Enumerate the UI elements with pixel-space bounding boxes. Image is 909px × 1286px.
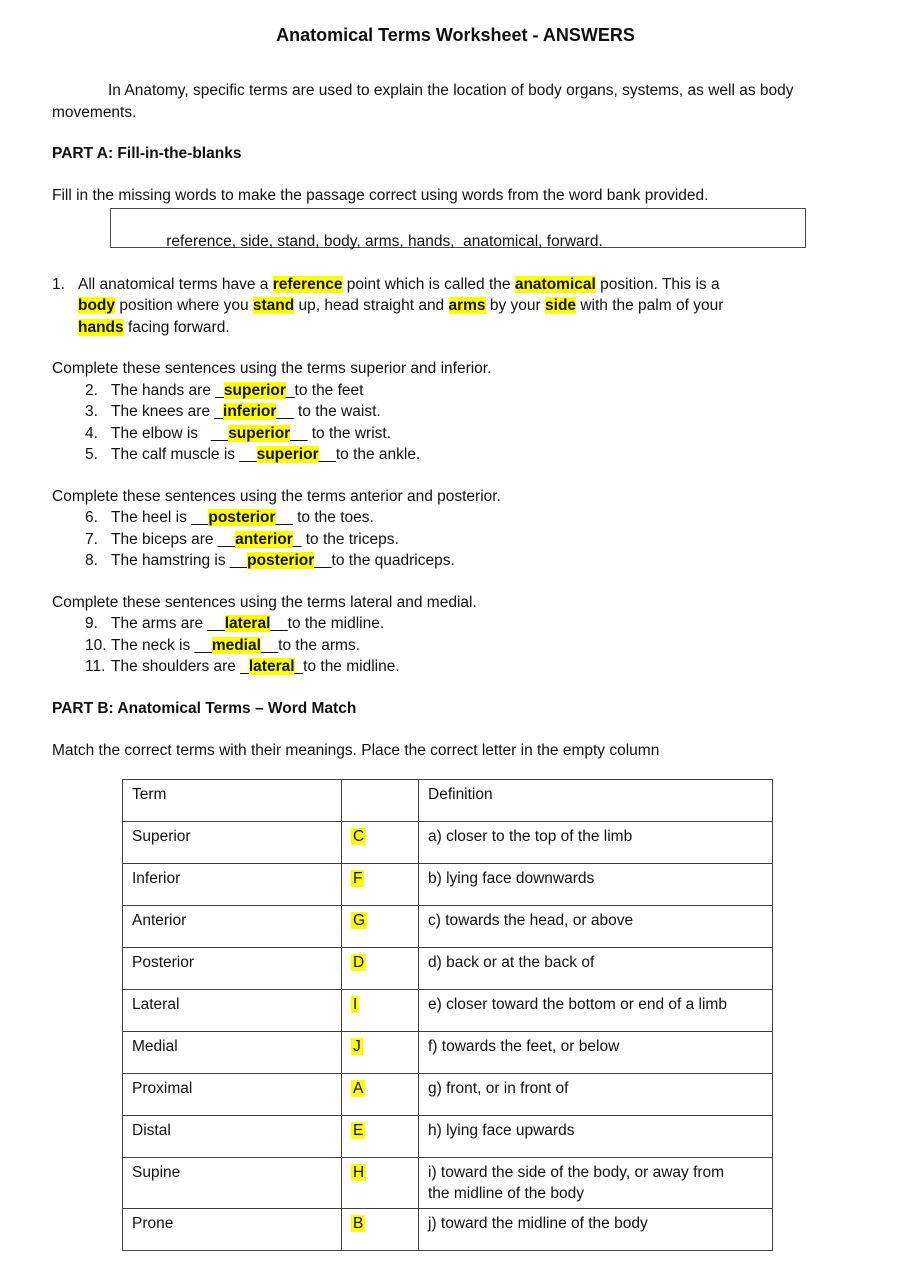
answer-highlight: posterior [208,509,276,526]
term-cell: Anterior [123,906,342,948]
letter-cell [342,1209,419,1251]
answer-highlight: arms [448,297,486,314]
question-list [85,613,859,678]
section-lead-anterior-posterior: Complete these sentences using the terms anterior and posterior. [52,487,501,505]
question-number: 11. [85,658,106,675]
answer-highlight: medial [211,636,261,654]
question-9 [85,613,859,635]
text-run: position. This is a [595,275,724,293]
text-run: point which is called the [342,275,515,293]
letter-cell [342,906,419,948]
table-row-medial [123,1032,773,1074]
answer-letter: D [353,954,365,971]
text-run: by your [485,297,546,314]
term-cell: Proximal [123,1074,342,1116]
question-11 [85,656,859,678]
term-cell: Lateral [123,990,342,1032]
text-run: The heel is __ [111,509,209,526]
table-row-proximal [123,1074,773,1116]
text-run: All anatomical terms have a [78,275,273,293]
sentence [111,423,391,445]
question-1-sentence [78,274,750,339]
table-row-posterior [123,948,773,990]
answer-letter: G [353,912,366,929]
sentence [111,529,399,551]
question-2 [85,380,859,402]
text-run: __to the arms. [260,636,360,654]
sentence [111,380,363,402]
term-column-header: Term [123,780,342,822]
answer-letter: J [353,1038,361,1055]
answer-highlight: stand [252,297,295,314]
answer-highlight: inferior [223,403,277,420]
text-run: __ to the waist. [276,403,381,420]
definition-cell: g) front, or in front of [419,1074,773,1116]
definition-cell: d) back or at the back of [419,948,773,990]
answer-highlight: posterior [247,552,315,569]
question-number: 8. [85,552,98,569]
text-run: with the palm of your [576,297,728,314]
word-bank-box [110,208,806,248]
question-3 [85,401,859,423]
section-lead-lateral-medial: Complete these sentences using the terms lateral and medial. [52,593,477,611]
definition-cell: c) towards the head, or above [419,906,773,948]
answer-highlight: superior [256,446,319,463]
question-number: 5. [85,446,98,463]
section-lead-superior-inferior: Complete these sentences using the terms superior and inferior. [52,360,492,377]
table-row-superior [123,822,773,864]
answer-highlight: body [78,297,116,314]
word-bank-text: reference, side, stand, body, arms, hands, anatomical, forward. [166,233,603,250]
part-a-instruction: Fill in the missing words to make the passage correct using words from the word bank provided. [52,187,709,204]
sentence [111,635,360,657]
answer-highlight: lateral [248,658,295,675]
text-run: _ to the triceps. [292,530,399,548]
text-run: __to the ankle. [318,446,421,463]
sentence [111,656,400,678]
answer-letter: I [353,996,358,1013]
question-number: 9. [85,615,98,632]
text-run: The biceps are __ [111,530,236,548]
term-cell: Medial [123,1032,342,1074]
question-number: 10. [85,636,107,654]
question-number: 3. [85,403,98,420]
term-cell: Superior [123,822,342,864]
table-row-anterior [123,906,773,948]
table-row-distal [123,1116,773,1158]
term-cell: Posterior [123,948,342,990]
letter-column-header [342,780,419,822]
text-run: __to the quadriceps. [314,552,455,569]
answer-letter: A [353,1080,364,1097]
definition-cell: j) toward the midline of the body [419,1209,773,1251]
definition-cell: f) towards the feet, or below [419,1032,773,1074]
letter-cell [342,822,419,864]
text-run: The hands are _ [111,381,224,399]
text-run: __ to the wrist. [290,424,391,442]
table-row-lateral [123,990,773,1032]
letter-cell [342,1074,419,1116]
term-cell: Prone [123,1209,342,1251]
answer-highlight: superior [228,424,291,442]
answer-highlight: reference [272,275,343,293]
answer-letter: C [353,828,365,845]
text-run: The knees are _ [111,403,224,420]
text-run: position where you [115,297,253,314]
answer-letter: B [353,1215,364,1232]
intro-paragraph: In Anatomy, specific terms are used to explain the location of body organs, systems, as well as body movements. [52,82,798,121]
table-row-inferior [123,864,773,906]
answer-highlight: anterior [235,530,293,548]
definition-cell: h) lying face upwards [419,1116,773,1158]
answer-letter: E [353,1122,364,1139]
answer-highlight: hands [78,318,124,336]
answer-highlight: superior [223,381,286,399]
question-10 [85,635,859,657]
table-header-row [123,780,773,822]
table-row-prone [123,1209,773,1251]
text-run: The neck is __ [111,636,212,654]
term-cell: Inferior [123,864,342,906]
table-row-supine [123,1158,773,1209]
question-number: 6. [85,509,98,526]
definition-column-header: Definition [419,780,773,822]
question-4 [85,423,859,445]
sentence [111,613,384,635]
text-run: __ to the toes. [275,509,374,526]
text-run: facing forward. [123,318,230,336]
question-8 [85,550,859,572]
letter-cell [342,864,419,906]
question-number: 1. [52,275,65,293]
text-run: The arms are __ [111,615,225,632]
letter-cell [342,990,419,1032]
answer-letter: H [353,1164,365,1181]
term-cell: Supine [123,1158,342,1209]
answer-highlight: lateral [224,615,271,632]
text-run: up, head straight and [294,297,449,314]
definition-cell: a) closer to the top of the limb [419,822,773,864]
question-number: 4. [85,424,98,442]
answer-letter: F [353,870,363,887]
question-6 [85,507,859,529]
sentence [111,550,455,572]
part-b-instruction: Match the correct terms with their meanings. Place the correct letter in the empty column [52,741,660,759]
word-match-table [122,779,773,1251]
letter-cell [342,948,419,990]
question-5 [85,444,859,466]
question-list [85,507,859,572]
question-1 [52,274,859,339]
page-title: Anatomical Terms Worksheet - ANSWERS [276,25,635,45]
question-7 [85,529,859,551]
definition-cell: i) toward the side of the body, or away from the midline of the body [419,1158,773,1209]
text-run: _to the feet [285,381,364,399]
question-number: 7. [85,530,98,548]
letter-cell [342,1032,419,1074]
answer-highlight: side [545,297,577,314]
definition-cell: b) lying face downwards [419,864,773,906]
text-run: _to the midline. [294,658,400,675]
text-run: The shoulders are _ [111,658,249,675]
part-a-heading: PART A: Fill-in-the-blanks [52,145,242,162]
letter-cell [342,1116,419,1158]
term-cell: Distal [123,1116,342,1158]
part-b-heading: PART B: Anatomical Terms – Word Match [52,699,357,717]
question-number: 2. [85,381,98,399]
text-run: The hamstring is __ [111,552,248,569]
text-run: The elbow is __ [111,424,229,442]
sentence [111,444,420,466]
definition-cell: e) closer toward the bottom or end of a limb [419,990,773,1032]
answer-highlight: anatomical [514,275,596,293]
sentence [111,401,381,423]
letter-cell [342,1158,419,1209]
text-run: __to the midline. [270,615,385,632]
sentence [111,507,374,529]
text-run: The calf muscle is __ [111,446,257,463]
question-list [85,380,859,466]
